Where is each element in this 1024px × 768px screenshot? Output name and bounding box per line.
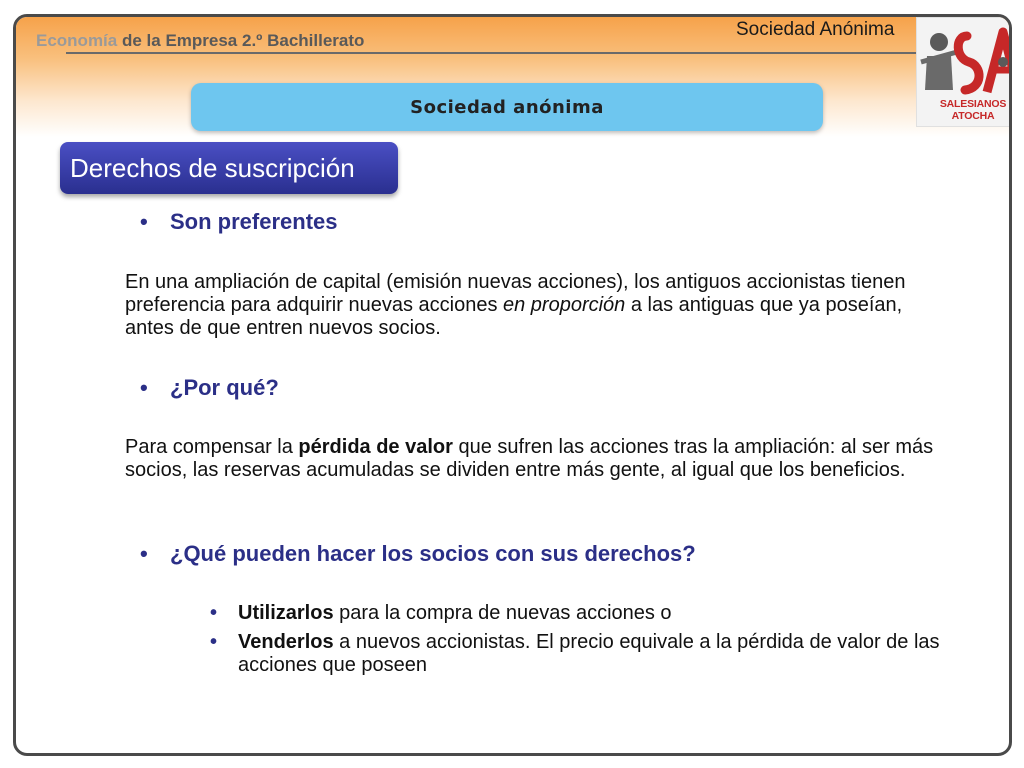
paragraph-text: Para compensar la [125,436,299,458]
paragraph-text: En una ampliación de capital (emisión nuevas acciones), los antiguos accionistas tienen preferencia para adquirir nuevas acciones [125,271,906,316]
section-title: Sociedad anónima [191,83,823,131]
bullet-glyph: • [140,375,148,400]
logo-text: SALESIANOS ATOCHA [939,98,1007,122]
paragraph-text: a las antiguas que ya poseían, antes de que entren nuevos socios. [125,294,903,339]
course-title-part3: 2.º Bachillerato [242,31,365,50]
paragraph-text: que sufren las acciones tras la ampliación: al ser más socios, las reservas acumuladas se dividen entre más gente, al igual que los beneficios. [125,436,934,481]
bullet-heading-2 [140,375,279,401]
bullet-heading-1 [140,209,338,235]
header-topic-label: Sociedad Anónima [736,19,895,40]
bullet-heading-text: ¿Por qué? [170,375,279,400]
sub-bullet-glyph: • [210,631,218,653]
course-title [36,31,364,51]
paragraph-2 [125,436,955,482]
sub-bullet-1 [210,602,940,625]
slide-frame [13,14,1012,756]
paragraph-bold: pérdida de valor [298,436,453,458]
sub-bullet-bold: Utilizarlos [238,602,334,624]
sub-bullet-text: para la compra de nuevas acciones o [333,602,672,624]
bullet-glyph: • [140,541,148,566]
paragraph-1 [125,271,955,340]
sub-bullet-glyph: • [210,602,218,624]
salesianos-logo [916,17,1012,127]
bullet-glyph: • [140,209,148,234]
sub-bullet-bold: Venderlos [238,631,334,653]
bullet-heading-text: Son preferentes [170,209,338,234]
course-title-part1: Economía [36,31,118,50]
topic-title: Derechos de suscripción [60,142,398,194]
bullet-heading-text: ¿Qué pueden hacer los socios con sus derechos? [170,541,696,566]
bullet-heading-3 [140,541,696,567]
paragraph-emphasis: en proporción [503,294,626,316]
sub-bullet-text: a nuevos accionistas. El precio equivale a la pérdida de valor de las acciones que poseen [238,631,940,676]
course-title-part2: de la Empresa [121,31,238,50]
header-rule [66,52,946,54]
salesianos-logo-icon [917,18,1012,98]
sub-bullet-2 [210,631,940,677]
